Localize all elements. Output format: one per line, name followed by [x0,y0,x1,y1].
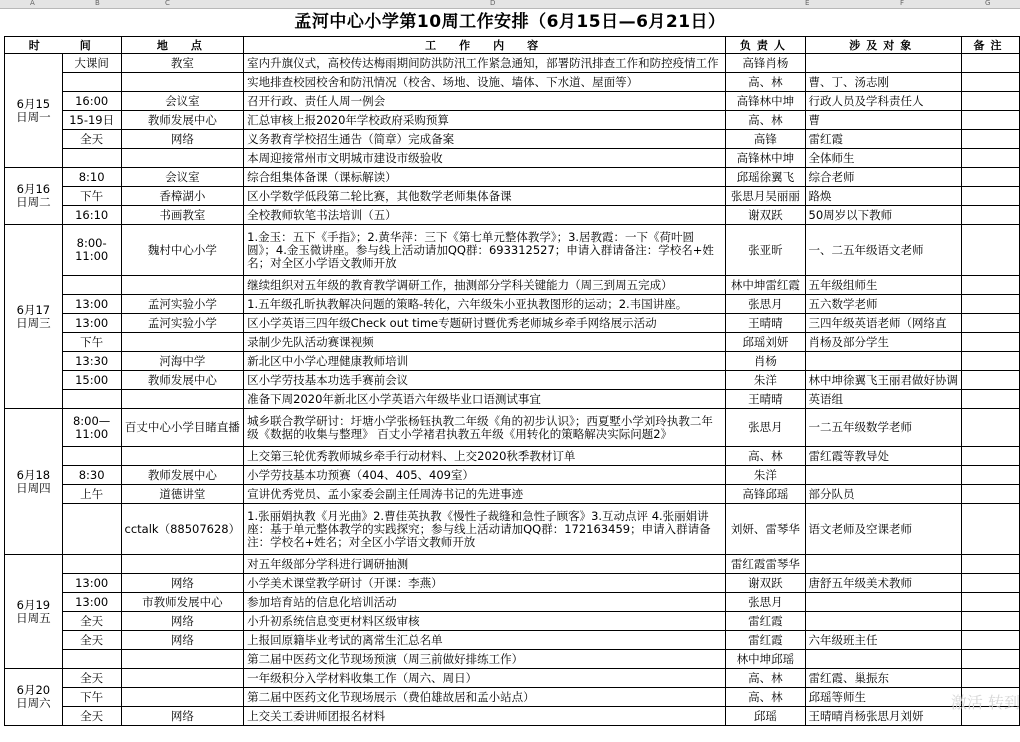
content-cell[interactable]: 义务教育学校招生通告（简章）完成备案 [244,130,726,149]
time-cell[interactable] [62,555,121,574]
time-cell[interactable]: 15:00 [62,371,121,390]
time-cell[interactable]: 全天 [62,631,121,650]
note-cell[interactable] [962,333,1020,352]
owner-cell[interactable]: 高锋肖杨 [726,54,805,73]
note-cell[interactable] [962,466,1020,485]
content-cell[interactable]: 区小学数学低段第二轮比赛，其他数学老师集体备课 [244,187,726,206]
content-cell[interactable]: 综合组集体备课（课标解读） [244,168,726,187]
col-letter-b[interactable]: B [95,0,100,7]
time-cell[interactable]: 13:00 [62,593,121,612]
table-row [5,409,1020,447]
note-cell[interactable] [962,295,1020,314]
target-cell[interactable]: 语文老师及空课老师 [805,504,962,555]
day-cell[interactable]: 6月18日周四 [5,409,63,555]
time-cell[interactable]: 8:10 [62,168,121,187]
owner-cell[interactable]: 雷红霞 [726,631,805,650]
content-cell[interactable]: 一年级积分入学材料收集工作（周六、周日） [244,669,726,688]
time-cell[interactable]: 13:30 [62,352,121,371]
place-cell[interactable] [121,555,244,574]
note-cell[interactable] [962,409,1020,447]
target-cell[interactable]: 三四年级英语老师（网络直 [805,314,962,333]
content-cell[interactable]: 录制少先队活动赛课视频 [244,333,726,352]
place-cell[interactable]: 孟河实验小学 [121,295,244,314]
target-cell[interactable]: 一二五年级数学老师 [805,409,962,447]
note-cell[interactable] [962,149,1020,168]
time-cell[interactable]: 15-19日 [62,111,121,130]
place-cell[interactable]: 会议室 [121,92,244,111]
note-cell[interactable] [962,555,1020,574]
owner-cell[interactable]: 高、林 [726,688,805,707]
table-row [5,466,1020,485]
table-row [5,295,1020,314]
place-cell[interactable]: 教师发展中心 [121,466,244,485]
place-cell[interactable]: 网络 [121,631,244,650]
content-cell[interactable]: 继续组织对五年级的教育教学调研工作，抽测部分学科关键能力（周三到周五完成） [244,276,726,295]
table-row [5,504,1020,555]
table-row [5,314,1020,333]
time-cell[interactable] [62,447,121,466]
content-cell[interactable]: 区小学英语三四年级Check out time专题研讨暨优秀老师城乡牵手网络展示活动 [244,314,726,333]
note-cell[interactable] [962,371,1020,390]
note-cell[interactable] [962,593,1020,612]
content-cell[interactable]: 召开行政、责任人周一例会 [244,92,726,111]
place-cell[interactable]: 百丈中心小学目睹直播 [121,409,244,447]
col-letter-c[interactable]: C [165,0,170,7]
owner-cell[interactable]: 高锋 [726,130,805,149]
owner-cell[interactable]: 邱瑶 [726,707,805,726]
target-cell[interactable]: 邱瑶等师生 [805,688,962,707]
target-cell[interactable]: 曹 [805,111,962,130]
place-cell[interactable]: 魏村中心小学 [121,225,244,276]
time-cell[interactable]: 8:30 [62,466,121,485]
target-cell[interactable] [805,593,962,612]
day-cell[interactable]: 6月19日周五 [5,555,63,669]
table-row [5,92,1020,111]
table-row [5,187,1020,206]
target-cell[interactable]: 路焕 [805,187,962,206]
content-cell[interactable]: 汇总审核上报2020年学校政府采购预算 [244,111,726,130]
target-cell[interactable]: 部分队员 [805,485,962,504]
place-cell[interactable] [121,149,244,168]
content-cell[interactable]: 上交第三轮优秀教师城乡牵手行动材料、上交2020秋季教材订单 [244,447,726,466]
place-cell[interactable]: 教室 [121,54,244,73]
content-cell[interactable]: 准备下周2020年新北区小学英语六年级毕业口语测试事宜 [244,390,726,409]
content-cell[interactable]: 实地排查校园校舍和防汛情况（校舍、场地、设施、墙体、下水道、屋面等） [244,73,726,92]
note-cell[interactable] [962,168,1020,187]
note-cell[interactable] [962,352,1020,371]
note-cell[interactable] [962,92,1020,111]
target-cell[interactable]: 五六数学老师 [805,295,962,314]
table-row [5,593,1020,612]
place-cell[interactable] [121,650,244,669]
owner-cell[interactable]: 邱瑶徐翼飞 [726,168,805,187]
note-cell[interactable] [962,187,1020,206]
table-row [5,333,1020,352]
day-cell[interactable]: 6月16日周二 [5,168,63,225]
table-row [5,149,1020,168]
table-row [5,73,1020,92]
place-cell[interactable] [121,276,244,295]
place-cell[interactable]: 市教师发展中心 [121,593,244,612]
col-letter-f[interactable]: F [900,0,905,7]
owner-cell[interactable]: 肖杨 [726,352,805,371]
owner-cell[interactable]: 高锋林中坤 [726,149,805,168]
note-cell[interactable] [962,504,1020,555]
content-cell[interactable]: 小升初系统信息变更材料区级审核 [244,612,726,631]
target-cell[interactable] [805,466,962,485]
owner-cell[interactable]: 王晴晴 [726,314,805,333]
time-cell[interactable]: 13:00 [62,574,121,593]
note-cell[interactable] [962,631,1020,650]
time-cell[interactable]: 13:00 [62,314,121,333]
header-time[interactable]: 时 间 [5,37,122,54]
activation-watermark: 激活 转到 [950,693,1020,712]
day-cell[interactable]: 6月15日周一 [5,54,63,168]
target-cell[interactable] [805,555,962,574]
time-cell[interactable]: 8:00-11:00 [62,225,121,276]
time-cell[interactable]: 下午 [62,333,121,352]
place-cell[interactable] [121,669,244,688]
time-cell[interactable]: 全天 [62,707,121,726]
place-cell[interactable] [121,390,244,409]
note-cell[interactable] [962,206,1020,225]
content-cell[interactable]: 城乡联合教学研讨：圩塘小学张杨钰执教二年级《角的初步认识》；西夏墅小学刘玲执教二年级《数据的收集与整理》 百丈小学褚君执教五年级《用转化的策略解决实际问题2》 [244,409,726,447]
table-row [5,130,1020,149]
owner-cell[interactable]: 谢双跃 [726,206,805,225]
note-cell[interactable] [962,111,1020,130]
owner-cell[interactable]: 高、林 [726,73,805,92]
content-cell[interactable]: 小学美术课堂教学研讨（开课：李燕） [244,574,726,593]
target-cell[interactable]: 五年级组师生 [805,276,962,295]
place-cell[interactable]: 网络 [121,707,244,726]
note-cell[interactable] [962,225,1020,276]
time-cell[interactable] [62,73,121,92]
header-row [5,37,1020,54]
table-row [5,206,1020,225]
table-row [5,225,1020,276]
note-cell[interactable] [962,485,1020,504]
table-row [5,612,1020,631]
header-target[interactable]: 涉及对象 [805,37,962,54]
owner-cell[interactable]: 邱瑶刘妍 [726,333,805,352]
place-cell[interactable]: 网络 [121,130,244,149]
note-cell[interactable] [962,390,1020,409]
target-cell[interactable]: 行政人员及学科责任人 [805,92,962,111]
owner-cell[interactable]: 林中坤雷红霞 [726,276,805,295]
content-cell[interactable]: 全校教师软笔书法培训（五） [244,206,726,225]
target-cell[interactable]: 林中坤徐翼飞王丽君做好协调 [805,371,962,390]
note-cell[interactable] [962,650,1020,669]
place-cell[interactable]: 孟河实验小学 [121,314,244,333]
table-row [5,555,1020,574]
table-row [5,390,1020,409]
header-place[interactable]: 地 点 [121,37,244,54]
table-row [5,688,1020,707]
note-cell[interactable] [962,276,1020,295]
header-content[interactable]: 工 作 内 容 [244,37,726,54]
owner-cell[interactable]: 朱洋 [726,466,805,485]
time-cell[interactable]: 16:10 [62,206,121,225]
header-note[interactable]: 备注 [962,37,1020,54]
time-cell[interactable] [62,650,121,669]
owner-cell[interactable]: 高锋林中坤 [726,92,805,111]
page-title: 孟河中心小学第10周工作安排（6月15日—6月21日） [294,12,726,32]
content-cell[interactable]: 新北区中小学心理健康教师培训 [244,352,726,371]
owner-cell[interactable]: 王晴晴 [726,390,805,409]
note-cell[interactable] [962,54,1020,73]
owner-cell[interactable]: 高、林 [726,447,805,466]
content-cell[interactable]: 对五年级部分学科进行调研抽测 [244,555,726,574]
owner-cell[interactable]: 朱洋 [726,371,805,390]
content-cell[interactable]: 宣讲优秀党员、孟小家委会副主任周涛书记的先进事迹 [244,485,726,504]
content-cell[interactable]: 室内升旗仪式，高校传达梅雨期间防洪防汛工作紧急通知，部署防汛排查工作和防控疫情工作 [244,54,726,73]
table-row [5,485,1020,504]
time-cell[interactable] [62,149,121,168]
content-cell[interactable]: 1.五年级孔昕执教解决问题的策略-转化，六年级朱小亚执教图形的运动；2.韦国讲座。 [244,295,726,314]
place-cell[interactable]: cctalk（88507628） [121,504,244,555]
table-row [5,669,1020,688]
note-cell[interactable] [962,574,1020,593]
place-cell[interactable]: 香樟湖小 [121,187,244,206]
place-cell[interactable]: 教师发展中心 [121,371,244,390]
owner-cell[interactable]: 高、林 [726,669,805,688]
table-row [5,707,1020,726]
col-letter-g[interactable]: G [985,0,991,7]
note-cell[interactable] [962,612,1020,631]
schedule-table [4,36,1020,726]
owner-cell[interactable]: 张思月 [726,295,805,314]
time-cell[interactable]: 全天 [62,612,121,631]
table-row [5,276,1020,295]
note-cell[interactable] [962,130,1020,149]
time-cell[interactable] [62,390,121,409]
content-cell[interactable]: 上报回原籍毕业考试的离常生汇总名单 [244,631,726,650]
place-cell[interactable] [121,447,244,466]
table-row [5,650,1020,669]
time-cell[interactable] [62,504,121,555]
owner-cell[interactable]: 高锋邱瑶 [726,485,805,504]
owner-cell[interactable]: 张亚昕 [726,225,805,276]
col-letter-e[interactable]: E [805,0,810,7]
target-cell[interactable]: 雷红霞 [805,130,962,149]
schedule-body [5,54,1020,726]
target-cell[interactable] [805,352,962,371]
target-cell[interactable]: 肖杨及部分学生 [805,333,962,352]
target-cell[interactable] [805,650,962,669]
place-cell[interactable] [121,333,244,352]
target-cell[interactable]: 全体师生 [805,149,962,168]
content-cell[interactable]: 小学劳技基本功预赛（404、405、409室） [244,466,726,485]
place-cell[interactable]: 网络 [121,574,244,593]
content-cell[interactable]: 本周迎接常州市文明城市建设市级验收 [244,149,726,168]
time-cell[interactable] [62,276,121,295]
target-cell[interactable] [805,54,962,73]
content-cell[interactable]: 上交关工委讲师团报名材料 [244,707,726,726]
table-row [5,111,1020,130]
owner-cell[interactable]: 张思月吴丽丽 [726,187,805,206]
table-row [5,352,1020,371]
content-cell[interactable]: 1.张丽娟执教《月光曲》2.曹佳英执教《慢性子裁缝和急性子顾客》3.互动点评 4.张丽娟讲座：基于单元整体教学的实践探究；参与线上活动请加QQ群：172163459；申请入群请备注：学校名+姓名；对全区小学语文教师开放 [244,504,726,555]
place-cell[interactable]: 网络 [121,612,244,631]
target-cell[interactable]: 综合老师 [805,168,962,187]
time-cell[interactable]: 上午 [62,485,121,504]
content-cell[interactable]: 区小学劳技基本功选手赛前会议 [244,371,726,390]
target-cell[interactable]: 一、二五年级语文老师 [805,225,962,276]
target-cell[interactable] [805,612,962,631]
place-cell[interactable]: 会议室 [121,168,244,187]
note-cell[interactable] [962,73,1020,92]
place-cell[interactable]: 河海中学 [121,352,244,371]
target-cell[interactable]: 英语组 [805,390,962,409]
target-cell[interactable]: 唐舒五年级美术教师 [805,574,962,593]
time-cell[interactable]: 大课间 [62,54,121,73]
place-cell[interactable] [121,73,244,92]
owner-cell[interactable]: 张思月 [726,593,805,612]
owner-cell[interactable]: 林中坤邱瑶 [726,650,805,669]
target-cell[interactable]: 王晴晴肖杨张思月刘妍 [805,707,962,726]
note-cell[interactable] [962,669,1020,688]
day-cell[interactable]: 6月20日周六 [5,669,63,726]
owner-cell[interactable]: 雷红霞 [726,612,805,631]
time-cell[interactable]: 8:00—11:00 [62,409,121,447]
place-cell[interactable]: 教师发展中心 [121,111,244,130]
place-cell[interactable]: 道德讲堂 [121,485,244,504]
day-cell[interactable]: 6月17日周三 [5,225,63,409]
table-row [5,168,1020,187]
content-cell[interactable]: 第二届中医药文化节现场预演（周三前做好排练工作） [244,650,726,669]
header-owner[interactable]: 负责人 [726,37,805,54]
table-row [5,371,1020,390]
content-cell[interactable]: 参加培育站的信息化培训活动 [244,593,726,612]
owner-cell[interactable]: 雷红霞雷琴华 [726,555,805,574]
owner-cell[interactable]: 刘妍、雷琴华 [726,504,805,555]
target-cell[interactable]: 六年级班主任 [805,631,962,650]
time-cell[interactable]: 下午 [62,187,121,206]
target-cell[interactable]: 曹、丁、汤志刚 [805,73,962,92]
time-cell[interactable]: 下午 [62,688,121,707]
content-cell[interactable]: 第二届中医药文化节现场展示（费伯雄故居和孟小站点） [244,688,726,707]
target-cell[interactable]: 50周岁以下教师 [805,206,962,225]
table-row [5,447,1020,466]
owner-cell[interactable]: 张思月 [726,409,805,447]
table-row [5,54,1020,73]
table-row [5,574,1020,593]
table-row [5,631,1020,650]
time-cell[interactable]: 全天 [62,669,121,688]
place-cell[interactable]: 书画教室 [121,206,244,225]
owner-cell[interactable]: 谢双跃 [726,574,805,593]
note-cell[interactable] [962,314,1020,333]
content-cell[interactable]: 1.金玉：五下《手指》；2.黄华萍：三下《第七单元整体教学》；3.居教霞：一下《荷叶圆圆》；4.金玉微讲座。参与线上活动请加QQ群：693312527；申请入群请备注：学校名+姓名；对全区小学语文教师开放 [244,225,726,276]
time-cell[interactable]: 全天 [62,130,121,149]
owner-cell[interactable]: 高、林 [726,111,805,130]
time-cell[interactable]: 16:00 [62,92,121,111]
target-cell[interactable]: 雷红霞、巢振东 [805,669,962,688]
place-cell[interactable] [121,688,244,707]
target-cell[interactable]: 雷红霞等教导处 [805,447,962,466]
note-cell[interactable] [962,447,1020,466]
col-letter-d[interactable]: D [490,0,496,7]
time-cell[interactable]: 13:00 [62,295,121,314]
col-letter-a[interactable]: A [30,0,35,7]
